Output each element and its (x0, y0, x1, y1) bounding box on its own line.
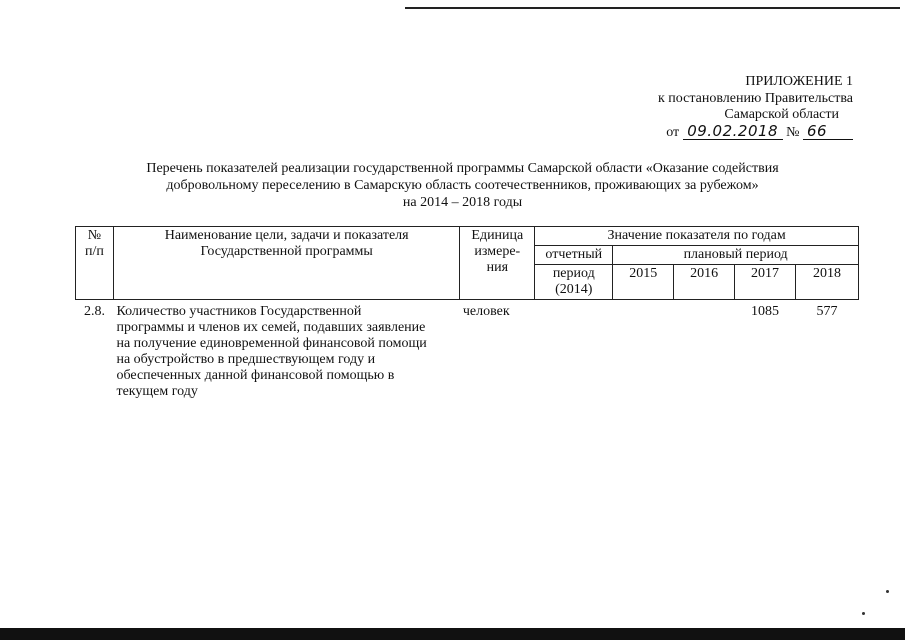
header-year-2016: 2016 (674, 265, 735, 300)
header-year-2015: 2015 (613, 265, 674, 300)
header-year-2017: 2017 (735, 265, 796, 300)
title-line3: на 2014 – 2018 годы (402, 195, 523, 210)
scan-edge-bottom (0, 628, 905, 640)
row-value-2015 (613, 300, 674, 405)
appendix-dateline (623, 121, 853, 144)
header-number: № п/п (76, 227, 114, 300)
header-unit: Единица измере- ния (460, 227, 535, 300)
header-planned: плановый период (613, 246, 859, 265)
document-title (90, 160, 835, 211)
appendix-from: от (666, 124, 680, 140)
appendix-block (623, 74, 853, 144)
indicators-table (75, 226, 859, 404)
header-reporting: отчетный (535, 246, 613, 265)
appendix-date-handwritten: 09.02.2018 (683, 124, 783, 140)
title-line1: Перечень показателей реализации государственной программы Самарской области «Оказание содействия (146, 161, 779, 176)
scan-speck (862, 612, 865, 615)
appendix-no-sign: № (786, 124, 800, 140)
scan-edge-top (405, 7, 900, 9)
scan-speck (886, 590, 889, 593)
row-value-2017: 1085 (751, 304, 780, 319)
appendix-line1: к постановлению Правительства (657, 90, 853, 106)
table-row (76, 300, 859, 405)
row-number: 2.8. (83, 304, 105, 319)
row-reporting-value (535, 300, 613, 405)
appendix-label: ПРИЛОЖЕНИЕ 1 (745, 74, 853, 89)
appendix-line2: Самарской области (724, 107, 839, 122)
row-value-2016 (674, 300, 735, 405)
header-name: Наименование цели, задачи и показателя Государственной программы (113, 227, 459, 300)
row-indicator-name: Количество участников Государственной программы и членов их семей, подавших заявление на получение единовременной финансовой помощи на обустройство в предшествующем году и обеспеченных данной финансовой помощью в текущем году (116, 304, 427, 399)
row-unit: человек (462, 304, 510, 319)
header-year-2018: 2018 (796, 265, 859, 300)
appendix-number-handwritten: 66 (803, 124, 853, 140)
row-value-2018: 577 (816, 304, 838, 319)
header-values-by-year: Значение показателя по годам (535, 227, 859, 246)
title-line2: добровольному переселению в Самарскую область соотечественников, проживающих за рубежом» (166, 178, 759, 193)
header-reporting-period: период (2014) (535, 265, 613, 300)
